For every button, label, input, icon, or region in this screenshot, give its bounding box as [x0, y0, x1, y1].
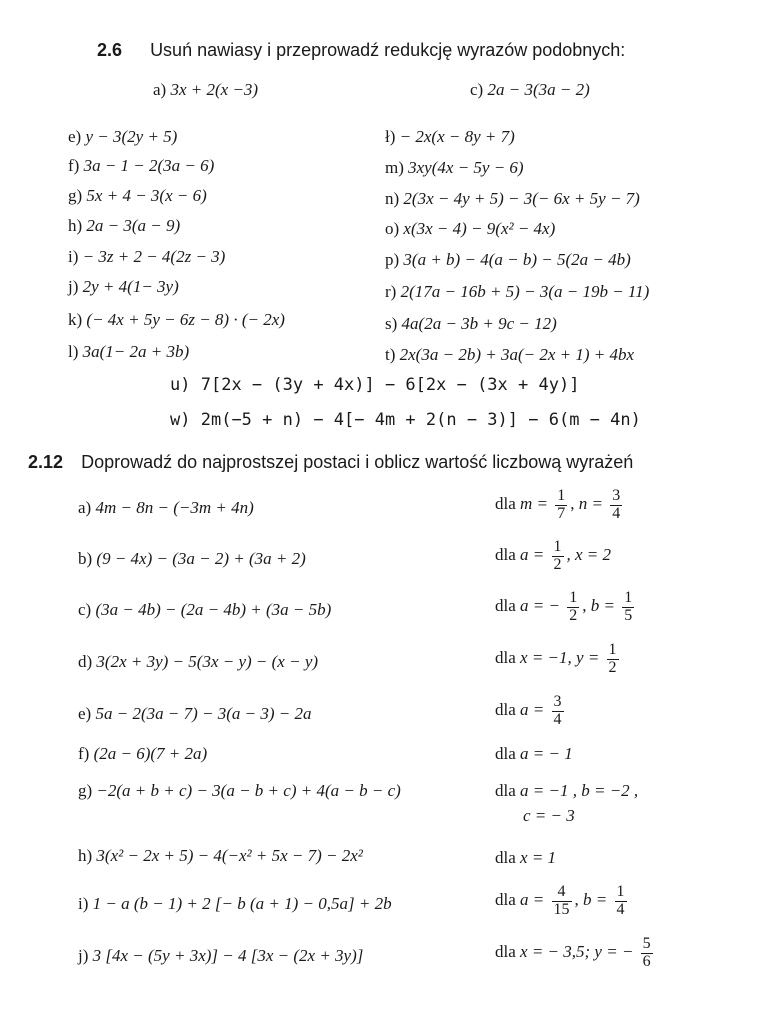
cond-h: dla x = 1	[495, 848, 557, 867]
exercise-s: s) 4a(2a − 3b + 9c − 12)	[385, 314, 557, 333]
section-title: Usuń nawiasy i przeprowadź redukcję wyrazów podobnych:	[150, 40, 626, 60]
cond-g: dla a = −1 , b = −2 ,	[495, 781, 639, 800]
task-g: g) −2(a + b + c) − 3(a − b + c) + 4(a − b − c)	[78, 781, 401, 800]
section-number: 2.12	[28, 452, 64, 472]
exercise-w: w) 2m(−5 + n) − 4[− 4m + 2(n − 3)] − 6(m − 4n)	[170, 410, 641, 430]
cond-c: dla a = − $\frac{1}{2}$ , b = $\frac{1}{5}$	[495, 589, 633, 624]
exercise-r: r) 2(17a − 16b + 5) − 3(a − 19b − 11)	[385, 282, 650, 301]
task-e: e) 5a − 2(3a − 7) − 3(a − 3) − 2a	[78, 704, 312, 723]
cond-a: dla m = $\frac{1}{7}$ , n = $\frac{3}{4}$	[495, 487, 621, 522]
task-j: j) 3 [4x − (5y + 3x)] − 4 [3x − (2x + 3y)]	[78, 946, 364, 965]
cond-j: dla x = − 3,5; y = − $\frac{5}{6}$	[495, 935, 651, 970]
task-d: d) 3(2x + 3y) − 5(3x − y) − (x − y)	[78, 652, 319, 671]
exercise-p: p) 3(a + b) − 4(a − b) − 5(2a − 4b)	[385, 250, 631, 269]
exercise-g: g) 5x + 4 − 3(x − 6)	[68, 186, 207, 205]
cond-g-line2: c = − 3	[523, 806, 575, 825]
exercise-k: k) (− 4x + 5y − 6z − 8) · (− 2x)	[68, 310, 285, 329]
exercise-l: l) 3a(1− 2a + 3b)	[68, 342, 190, 361]
cond-e: dla a = $\frac{3}{4}$	[495, 693, 562, 728]
exercise-h: h) 2a − 3(a − 9)	[68, 216, 181, 235]
task-b: b) (9 − 4x) − (3a − 2) + (3a + 2)	[78, 549, 306, 568]
task-h: h) 3(x² − 2x + 5) − 4(−x² + 5x − 7) − 2x²	[78, 846, 363, 865]
task-i: i) 1 − a (b − 1) + 2 [− b (a + 1) − 0,5a] + 2b	[78, 894, 392, 913]
task-f: f) (2a − 6)(7 + 2a)	[78, 744, 208, 763]
exercise-t: t) 2x(3a − 2b) + 3a(− 2x + 1) + 4bx	[385, 345, 635, 364]
exercise-a: a) 3x + 2(x −3)	[153, 80, 259, 99]
exercise-i: i) − 3z + 2 − 4(2z − 3)	[68, 247, 226, 266]
exercise-n: n) 2(3x − 4y + 5) − 3(− 6x + 5y − 7)	[385, 189, 640, 208]
task-c: c) (3a − 4b) − (2a − 4b) + (3a − 5b)	[78, 600, 332, 619]
exercise-j: j) 2y + 4(1− 3y)	[68, 277, 179, 296]
section-2-6-header	[97, 40, 625, 61]
exercise-m: m) 3xy(4x − 5y − 6)	[385, 158, 524, 177]
exercise-l-stroke: ł) − 2x(x − 8y + 7)	[385, 127, 515, 146]
exercise-f: f) 3a − 1 − 2(3a − 6)	[68, 156, 215, 175]
section-title: Doprowadź do najprostszej postaci i oblicz wartość liczbową wyrażeń	[81, 452, 634, 472]
exercise-o: o) x(3x − 4) − 9(x² − 4x)	[385, 219, 556, 238]
cond-f: dla a = − 1	[495, 744, 573, 763]
exercise-e: e) y − 3(2y + 5)	[68, 127, 178, 146]
section-2-12-header	[28, 452, 633, 473]
cond-d: dla x = −1, y = $\frac{1}{2}$	[495, 641, 617, 676]
section-number: 2.6	[97, 40, 123, 60]
cond-b: dla a = $\frac{1}{2}$ , x = 2	[495, 538, 612, 573]
task-a: a) 4m − 8n − (−3m + 4n)	[78, 498, 254, 517]
exercise-u: u) 7[2x − (3y + 4x)] − 6[2x − (3x + 4y)]	[170, 375, 580, 395]
cond-i: dla a = $\frac{4}{15}$ , b = $\frac{1}{4}$	[495, 883, 625, 918]
exercise-c: c) 2a − 3(3a − 2)	[470, 80, 590, 99]
